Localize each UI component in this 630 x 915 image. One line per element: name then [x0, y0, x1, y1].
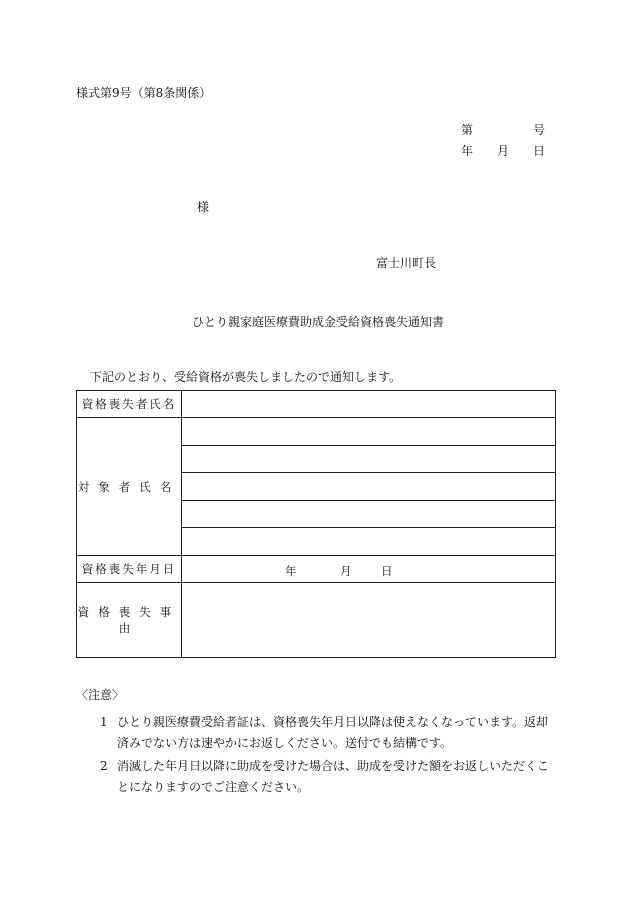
note-number: 1	[100, 715, 108, 729]
target-field-1[interactable]	[182, 418, 556, 446]
notes-heading: 〈注意〉	[76, 688, 125, 702]
loss-date-year: 年	[285, 564, 297, 578]
reason-label: 資格喪失事由	[77, 583, 182, 658]
note-item	[78, 756, 556, 798]
note-number: 2	[100, 759, 108, 773]
loss-date-field[interactable]	[182, 556, 556, 583]
target-field-5[interactable]	[182, 528, 556, 556]
issuer: 富士川町長	[376, 256, 437, 270]
addressee-suffix: 様	[197, 200, 210, 214]
name-label: 資格喪失者氏名	[77, 391, 182, 418]
note-item	[78, 712, 556, 754]
doc-number-suffix: 号	[533, 123, 546, 137]
intro-text: 下記のとおり、受給資格が喪失しましたので通知します。	[90, 370, 402, 384]
target-field-2[interactable]	[182, 446, 556, 473]
date-label: 資格喪失年月日	[77, 556, 182, 583]
target-label: 対象者氏名	[77, 418, 182, 556]
date-year: 年	[461, 144, 474, 158]
target-field-3[interactable]	[182, 473, 556, 501]
note-text: 消滅した年月日以降に助成を受けた場合は、助成を受けた額をお返しいただくことになりますのでご注意ください。	[117, 759, 550, 794]
target-field-4[interactable]	[182, 501, 556, 528]
form-number: 様式第9号（第8条関係）	[76, 86, 212, 100]
loss-date-day: 日	[381, 564, 393, 578]
document-title: ひとり親家庭医療費助成金受給資格喪失通知書	[192, 315, 445, 329]
notice-table	[76, 390, 556, 658]
date-day: 日	[533, 144, 546, 158]
note-text: ひとり親医療費受給者証は、資格喪失年月日以降は使えなくなっています。返却済みでない方は速やかにお返しください。送付でも結構です。	[117, 715, 549, 750]
name-field[interactable]	[182, 391, 556, 418]
reason-field[interactable]	[182, 583, 556, 658]
date-month: 月	[497, 144, 510, 158]
loss-date-month: 月	[340, 564, 352, 578]
doc-number-prefix: 第	[461, 123, 474, 137]
